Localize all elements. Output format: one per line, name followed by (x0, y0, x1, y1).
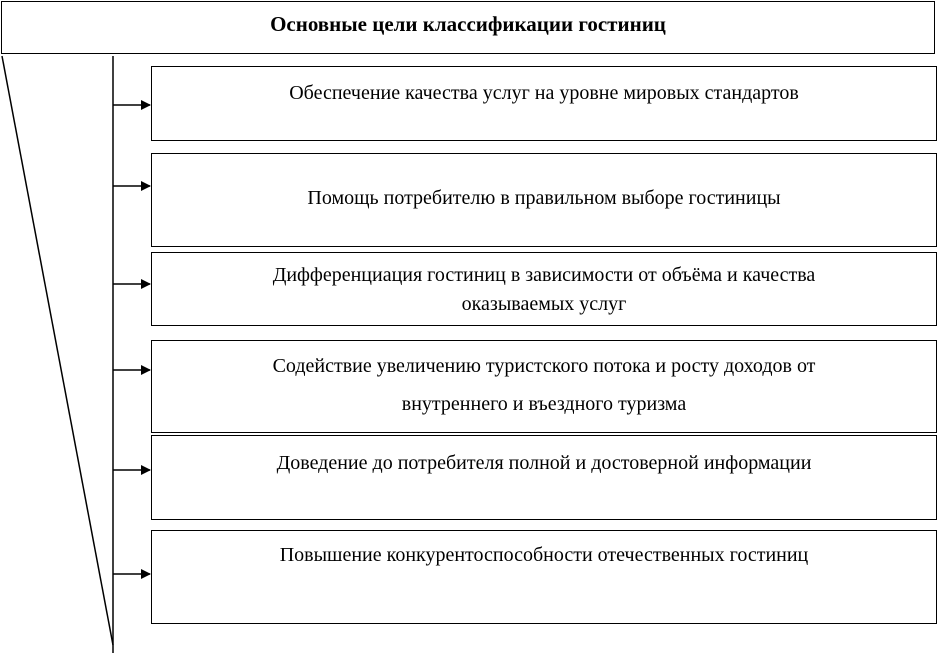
arrow-group (113, 105, 150, 574)
goal-box-3 (151, 252, 937, 326)
goal-3-line-2: оказываемых услуг (461, 293, 627, 315)
goal-box-4 (151, 340, 937, 433)
goal-1-line-1: Обеспечение качества услуг на уровне мировых стандартов (289, 82, 799, 104)
goal-6-line-1: Повышение конкурентоспособности отечественных гостиниц (279, 544, 809, 566)
goal-4-line-1: Содействие увеличению туристского потока и росту доходов от (272, 355, 816, 377)
diagram-title: Основные цели классификации гостиниц (270, 12, 666, 36)
goal-5-line-1: Доведение до потребителя полной и достоверной информации (276, 452, 812, 474)
goal-4-line-2: внутреннего и въездного туризма (401, 393, 687, 415)
goal-3-line-1: Дифференциация гостиниц в зависимости от объёма и качества (272, 264, 816, 286)
goal-box-5 (151, 435, 937, 520)
goal-box-2 (151, 153, 937, 247)
goal-2-line-1: Помощь потребителю в правильном выборе гостиницы (307, 187, 781, 209)
goal-box-6 (151, 530, 937, 624)
bracket-slant-line (2, 56, 113, 645)
goal-box-1 (151, 66, 937, 141)
